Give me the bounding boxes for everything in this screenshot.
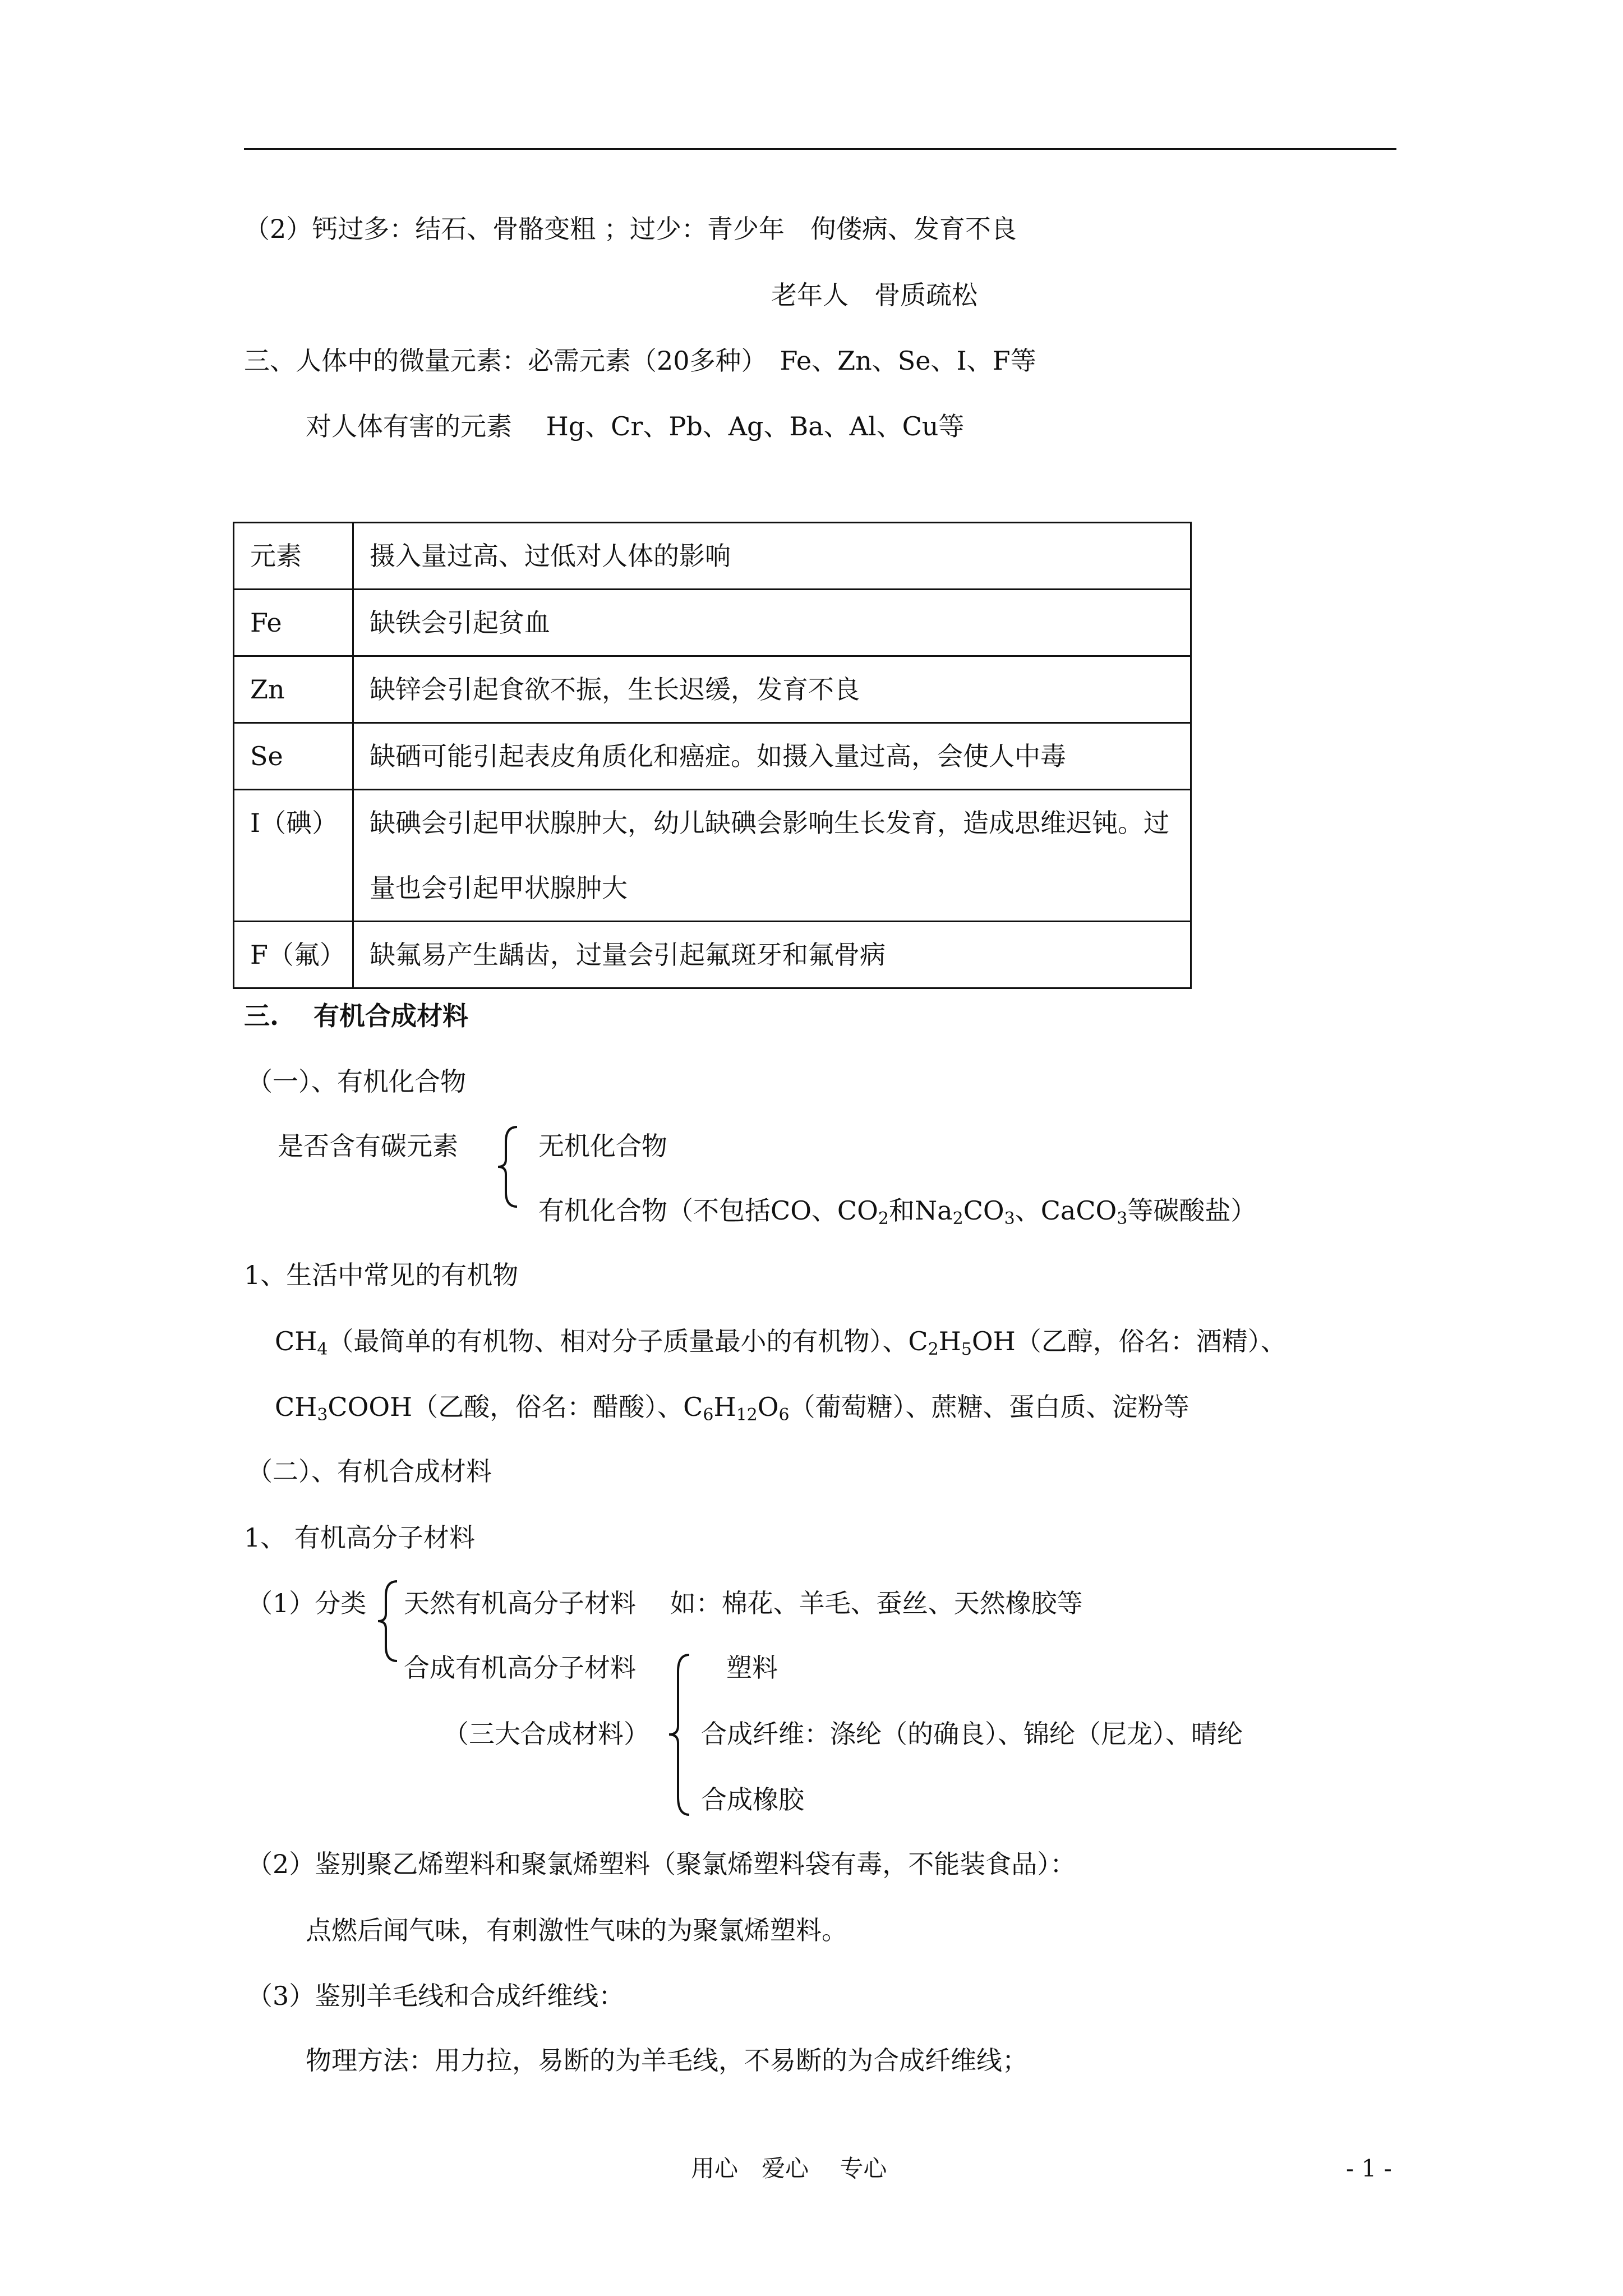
effect-cell: 缺碘会引起甲状腺肿大，幼儿缺碘会影响生长发育，造成思维迟钝。过量也会引起甲状腺肿大 [353,790,1191,922]
element-cell: Se [234,723,353,790]
table-row [234,656,1191,723]
classification-brace [495,1125,523,1209]
table-row [234,723,1191,790]
organic-examples-line-1: $CH_4$（最简单的有机物、相对分子质量最小的有机物）、$C_2H_5OH$（乙醇，俗名：酒精）、 [275,1326,1287,1359]
identify-wool-method: 物理方法：用力拉，易断的为羊毛线，不易断的为合成纤维线； [306,2045,1028,2076]
calcium-line-1: （2）钙过多：结石、骨骼变粗 ；过少：青少年 佝偻病、发育不良 [244,214,1017,244]
polymer-brace [375,1579,403,1663]
identify-plastic-heading: （2）鉴别聚乙烯塑料和聚氯烯塑料（聚氯烯塑料袋有毒，不能装食品）： [247,1849,1076,1879]
rubber-label: 合成橡胶 [701,1784,804,1815]
trace-element-table [233,522,1192,989]
table-header-row [234,523,1191,590]
inorganic-label: 无机化合物 [538,1131,667,1161]
page-number: - 1 - [1346,2155,1392,2182]
element-cell: I（碘） [234,790,353,922]
header-rule [244,148,1396,150]
table-header-cell: 元素 [234,523,353,590]
effect-cell: 缺锌会引起食欲不振，生长迟缓，发育不良 [353,656,1191,723]
section-title: 三. 有机合成材料 [244,1001,469,1031]
synthetic-heading: （二）、有机合成材料 [247,1456,492,1487]
table-row [234,590,1191,656]
effect-cell: 缺氟易产生龋齿，过量会引起氟斑牙和氟骨病 [353,922,1191,988]
three-synthetic-label: （三大合成材料） [443,1719,649,1749]
organic-heading: （一）、有机化合物 [247,1066,466,1097]
classify-label: （1）分类 [247,1588,367,1618]
harmful-elements-line: 对人体有害的元素 Hg、Cr、Pb、Ag、Ba、Al、Cu等 [306,411,965,441]
polymer-heading: 1、 有机高分子材料 [244,1522,475,1553]
synthetic-polymer-label: 合成有机高分子材料 [404,1653,636,1683]
organic-examples-line-2: $CH_3COOH$（乙酸，俗名：醋酸）、$C_6H_{12}O_6$（葡萄糖）、蔗糖、蛋白质、淀粉等 [275,1392,1189,1425]
footer-motto: 用心 爱心 专心 [691,2155,887,2182]
identify-plastic-method: 点燃后闻气味，有刺激性气味的为聚氯烯塑料。 [306,1915,847,1945]
element-cell: Zn [234,656,353,723]
trace-elements-line: 三、人体中的微量元素：必需元素（20多种） Fe、Zn、Se、I、F等 [244,346,1036,376]
calcium-line-2: 老年人 骨质疏松 [771,280,978,310]
table-header-cell: 摄入量过高、过低对人体的影响 [353,523,1191,590]
natural-polymer-line: 天然有机高分子材料 如：棉花、羊毛、蚕丝、天然橡胶等 [404,1588,1083,1618]
fiber-label: 合成纤维：涤纶（的确良）、锦纶（尼龙）、晴纶 [701,1719,1243,1749]
element-cell: F（氟） [234,922,353,988]
table-row [234,790,1191,922]
common-organic-heading: 1、生活中常见的有机物 [244,1260,519,1290]
synthetic-material-brace [665,1652,695,1818]
element-cell: Fe [234,590,353,656]
identify-wool-heading: （3）鉴别羊毛线和合成纤维线： [247,1981,625,2011]
organic-label: 有机化合物（不包括CO、$CO_2$和$Na_2CO_3$、CaCO$_3$等碳酸盐） [538,1195,1257,1228]
table-row [234,922,1191,988]
carbon-criterion: 是否含有碳元素 [278,1131,458,1161]
effect-cell: 缺铁会引起贫血 [353,590,1191,656]
effect-cell: 缺硒可能引起表皮角质化和癌症。如摄入量过高，会使人中毒 [353,723,1191,790]
plastic-label: 塑料 [726,1653,778,1683]
